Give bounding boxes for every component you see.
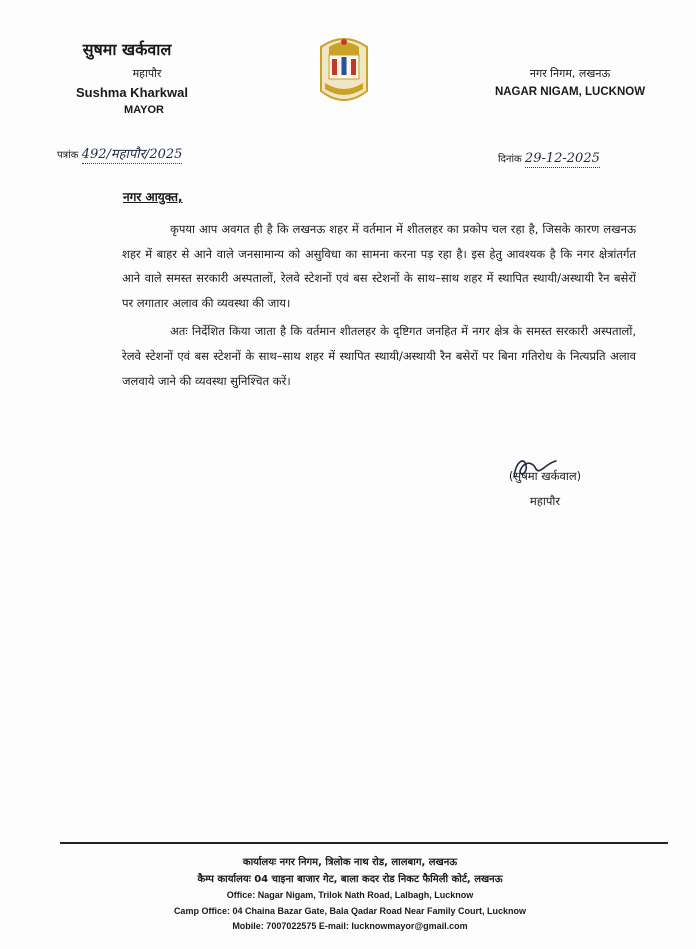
footer	[110, 854, 590, 935]
sender-name-hindi: सुषमा खर्कवाल	[82, 40, 172, 59]
sender-title-hindi: महापौर	[132, 67, 162, 80]
signature-block	[440, 455, 650, 509]
body-paragraph-2: अतः निर्देशित किया जाता है कि वर्तमान शीतलहर के दृष्टिगत जनहित में नगर क्षेत्र के समस्त सरकारी अस्पतालों, रेलवे स्टेशनों एवं बस स्टेशनों के साथ–साथ शहर में स्थापित स्थायी/अस्थायी रैन बसेरों पर बिना गतिरोध के नित्यप्रति अलाव जलवाये जाने की व्यवस्था सुनिश्चित करें।	[122, 324, 636, 388]
reference-line	[57, 144, 182, 162]
handwritten-signature-icon	[506, 455, 566, 481]
date-label: दिनांक	[498, 154, 522, 165]
footer-camp-office-hindi: कैम्प कार्यालयः 04 चाइना बाजार गेट, बाला कदर रोड निकट फैमिली कोर्ट, लखनऊ	[197, 874, 503, 885]
footer-camp-office-english: Camp Office: 04 Chaina Bazar Gate, Bala Qadar Road Near Family Court, Lucknow	[173, 905, 527, 916]
reference-number: 492/महापौर/2025	[81, 147, 183, 162]
sender-block	[57, 38, 207, 116]
reference-label: पत्रांक	[57, 150, 79, 161]
footer-office-english: Office: Nagar Nigam, Trilok Nath Road, Lalbagh, Lucknow	[226, 890, 474, 900]
signatory-title: महापौर	[529, 494, 561, 508]
salutation: नगर आयुक्त,	[123, 190, 183, 204]
letter-body	[122, 217, 636, 397]
date-value: 29-12-2025	[524, 151, 600, 166]
lucknow-emblem-icon	[315, 33, 373, 115]
footer-contact: Mobile: 7007022575 E-mail: lucknowmayor@gmail.com	[232, 921, 468, 931]
footer-office-hindi: कार्यालयः नगर निगम, त्रिलोक नाथ रोड, लालबाग, लखनऊ	[242, 857, 458, 868]
signatory-name: (सुषमा खर्कवाल)	[508, 469, 582, 483]
body-paragraph-1: कृपया आप अवगत ही है कि लखनऊ शहर में वर्तमान में शीतलहर का प्रकोप चल रहा है, जिसके कारण लखनऊ शहर में बाहर से आने वाले जनसामान्य को असुविधा का सामना करना पड़ रहा है। इस हेतु आवश्यक है कि नगर क्षेत्रांतर्गत आने वाले समस्त सरकारी अस्पतालों, रेलवे स्टेशनों एवं बस स्टेशनों के साथ–साथ शहर में स्थापित स्थायी/अस्थायी रैन बसेरों पर लगातार अलाव की व्यवस्था की जाय।	[122, 222, 636, 310]
sender-title-english: MAYOR	[124, 104, 164, 116]
footer-divider	[60, 842, 668, 844]
org-name-english: NAGAR NIGAM, LUCKNOW	[494, 86, 646, 98]
date-line	[498, 151, 600, 166]
sender-name-english: Sushma Kharkwal	[76, 85, 188, 100]
org-name-hindi: नगर निगम, लखनऊ	[529, 67, 611, 80]
org-block	[470, 66, 670, 98]
